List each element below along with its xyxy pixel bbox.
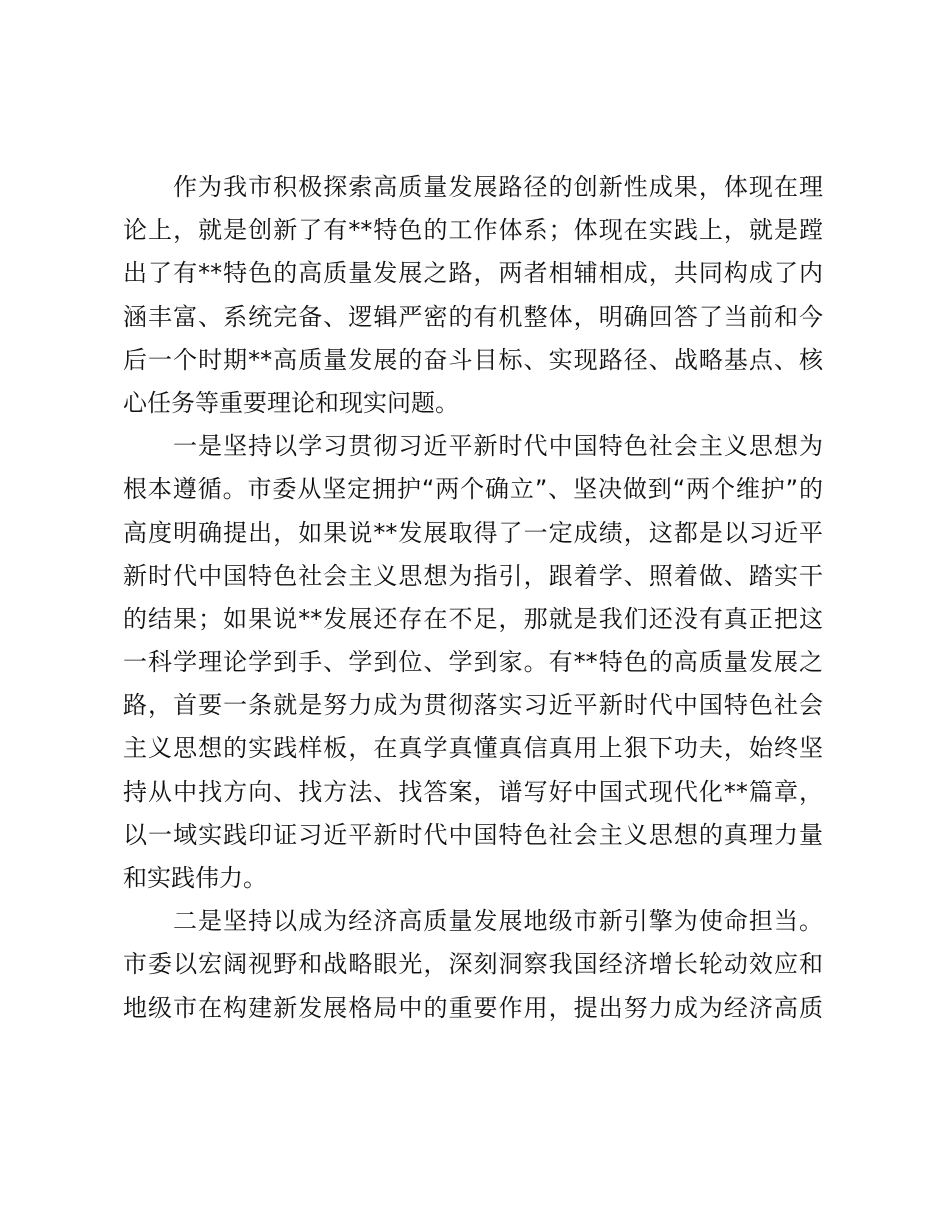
paragraph-line: 作为我市积极探索高质量发展路径的创新性成果，体现在理 bbox=[173, 173, 823, 201]
paragraph-line: 论上，就是创新了有**特色的工作体系；体现在实践上，就是蹚 bbox=[123, 216, 823, 245]
paragraph-line: 后一个时期**高质量发展的奋斗目标、实现路径、战略基点、核 bbox=[123, 345, 823, 374]
paragraph-3 bbox=[123, 900, 823, 1030]
document-body bbox=[123, 166, 823, 1030]
paragraph-line: 一科学理论学到手、学到位、学到家。有**特色的高质量发展之 bbox=[123, 648, 823, 677]
paragraph-line: 高度明确提出，如果说**发展取得了一定成绩，这都是以习近平 bbox=[123, 518, 823, 547]
paragraph-1 bbox=[123, 166, 823, 425]
paragraph-line: 地级市在构建新发展格局中的重要作用，提出努力成为经济高质 bbox=[123, 993, 823, 1022]
paragraph-line: 持从中找方向、找方法、找答案，谱写好中国式现代化**篇章， bbox=[123, 777, 823, 806]
paragraph-2 bbox=[123, 425, 823, 900]
paragraph-line: 心任务等重要理论和现实问题。 bbox=[123, 388, 459, 417]
paragraph-line: 以一域实践印证习近平新时代中国特色社会主义思想的真理力量 bbox=[123, 820, 823, 849]
paragraph-line: 的结果；如果说**发展还存在不足，那就是我们还没有真正把这 bbox=[123, 604, 823, 633]
paragraph-line: 一是坚持以学习贯彻习近平新时代中国特色社会主义思想为 bbox=[173, 432, 823, 461]
paragraph-line: 路，首要一条就是努力成为贯彻落实习近平新时代中国特色社会 bbox=[123, 691, 823, 720]
paragraph-line: 市委以宏阔视野和战略眼光，深刻洞察我国经济增长轮动效应和 bbox=[123, 950, 823, 979]
paragraph-line: 二是坚持以成为经济高质量发展地级市新引擎为使命担当。 bbox=[173, 907, 823, 936]
paragraph-line: 主义思想的实践样板，在真学真懂真信真用上狠下功夫，始终坚 bbox=[123, 734, 823, 763]
paragraph-line: 涵丰富、系统完备、逻辑严密的有机整体，明确回答了当前和今 bbox=[123, 302, 823, 331]
paragraph-line: 和实践伟力。 bbox=[123, 864, 267, 892]
paragraph-line: 根本遵循。市委从坚定拥护“两个确立”、坚决做到“两个维护”的 bbox=[123, 475, 823, 504]
paragraph-line: 出了有**特色的高质量发展之路，两者相辅相成，共同构成了内 bbox=[123, 259, 823, 288]
paragraph-line: 新时代中国特色社会主义思想为指引，跟着学、照着做、踏实干 bbox=[123, 561, 823, 590]
